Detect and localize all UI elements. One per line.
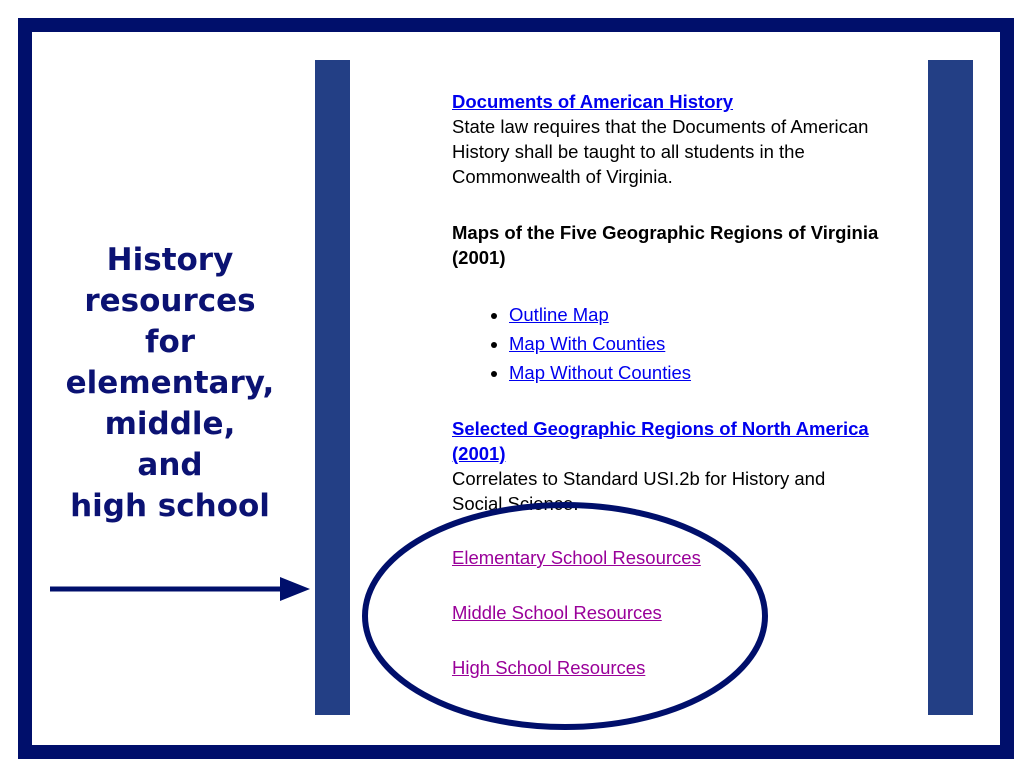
maps-list xyxy=(452,300,691,387)
documents-of-american-history-link[interactable]: Documents of American History xyxy=(452,91,733,112)
caption-line: for xyxy=(144,324,196,360)
documents-desc-line: State law requires that the Documents of American xyxy=(452,116,869,137)
maps-heading-line: (2001) xyxy=(452,247,506,268)
regions-title-line: (2001) xyxy=(452,443,506,464)
list-item xyxy=(509,300,691,329)
caption-line: resources xyxy=(84,283,256,319)
right-sidebar-bar xyxy=(928,60,973,715)
list-item xyxy=(509,329,691,358)
slide-caption xyxy=(50,240,290,527)
middle-school-resources-link[interactable]: Middle School Resources xyxy=(452,602,662,623)
arrow-right-icon xyxy=(50,574,312,604)
outline-map-link[interactable]: Outline Map xyxy=(509,304,609,325)
documents-section xyxy=(452,89,912,189)
highlight-ellipse xyxy=(360,500,770,732)
documents-desc-line: History shall be taught to all students in the xyxy=(452,141,805,162)
caption-line: middle, xyxy=(104,406,236,442)
high-school-resources-link[interactable]: High School Resources xyxy=(452,657,646,678)
regions-desc-line: Social Science. xyxy=(452,493,579,514)
selected-regions-link[interactable] xyxy=(452,416,912,466)
documents-desc-line: Commonwealth of Virginia. xyxy=(452,166,673,187)
elementary-school-resources-link[interactable]: Elementary School Resources xyxy=(452,547,701,568)
caption-line: History xyxy=(106,242,234,278)
regions-desc-line: Correlates to Standard USI.2b for History and xyxy=(452,468,826,489)
list-item xyxy=(509,358,691,387)
map-with-counties-link[interactable]: Map With Counties xyxy=(509,333,666,354)
maps-heading-line: Maps of the Five Geographic Regions of Virginia xyxy=(452,222,879,243)
left-sidebar-bar xyxy=(315,60,350,715)
map-without-counties-link[interactable]: Map Without Counties xyxy=(509,362,692,383)
regions-title-line: Selected Geographic Regions of North America xyxy=(452,418,869,439)
caption-line: and xyxy=(137,447,203,483)
caption-line: elementary, xyxy=(65,365,275,401)
maps-heading xyxy=(452,220,912,270)
caption-line: high school xyxy=(70,488,270,524)
